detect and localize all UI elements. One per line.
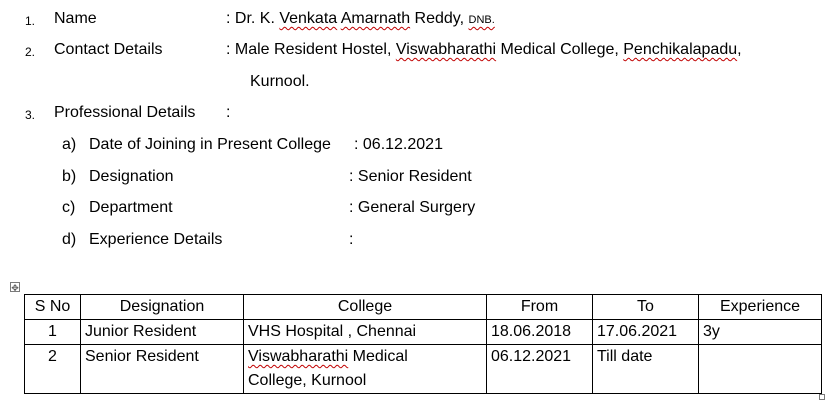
table-row bbox=[25, 320, 822, 345]
designation-label: Designation bbox=[89, 168, 174, 185]
cell-experience: 3y bbox=[699, 320, 822, 345]
name-label: Name bbox=[54, 10, 97, 27]
designation-value: : Senior Resident bbox=[349, 168, 472, 185]
item-number-2: 2. bbox=[25, 45, 36, 59]
contact-part-a: : Male Resident Hostel, bbox=[226, 41, 396, 58]
department-label: Department bbox=[89, 199, 173, 216]
sub-letter-b: b) bbox=[62, 168, 77, 185]
name-first: Venkata bbox=[279, 10, 338, 27]
sub-letter-c: c) bbox=[62, 199, 76, 216]
contact-value-line2: Kurnool. bbox=[250, 73, 310, 90]
cell-experience bbox=[699, 345, 822, 394]
header-college: College bbox=[244, 295, 487, 320]
resize-handle-icon[interactable] bbox=[819, 394, 825, 400]
name-degree: DNB. bbox=[468, 14, 495, 26]
cell-college: VHS Hospital , Chennai bbox=[244, 320, 487, 345]
sub-letter-a: a) bbox=[62, 136, 77, 153]
item-number-1: 1. bbox=[25, 14, 36, 28]
joining-value: : 06.12.2021 bbox=[354, 136, 443, 153]
header-experience: Experience bbox=[699, 295, 822, 320]
joining-label: Date of Joining in Present College bbox=[89, 136, 331, 153]
name-middle: Amarnath bbox=[340, 10, 411, 27]
name-prefix: : Dr. K. bbox=[226, 10, 280, 27]
sub-letter-d: d) bbox=[62, 231, 77, 248]
cell-sno: 1 bbox=[25, 320, 81, 345]
contact-part-c: Medical College, bbox=[496, 41, 624, 58]
contact-part-e: , bbox=[737, 41, 742, 58]
college-name-rest: Medical bbox=[348, 348, 408, 365]
cell-designation: Senior Resident bbox=[81, 345, 244, 394]
header-designation: Designation bbox=[81, 295, 244, 320]
college-name-part: Viswabharathi bbox=[248, 348, 349, 365]
header-to: To bbox=[593, 295, 699, 320]
experience-label: Experience Details bbox=[89, 231, 223, 248]
cell-from: 06.12.2021 bbox=[487, 345, 593, 394]
move-handle-icon[interactable]: ✥ bbox=[11, 283, 19, 293]
experience-table bbox=[24, 294, 822, 394]
contact-value-line1 bbox=[226, 41, 742, 59]
professional-label: Professional Details bbox=[54, 104, 196, 121]
professional-colon: : bbox=[226, 104, 231, 121]
name-value bbox=[226, 10, 495, 28]
header-from: From bbox=[487, 295, 593, 320]
cell-sno: 2 bbox=[25, 345, 81, 394]
cell-to: Till date bbox=[593, 345, 699, 394]
experience-colon: : bbox=[349, 231, 354, 248]
header-sno: S No bbox=[25, 295, 81, 320]
contact-label: Contact Details bbox=[54, 41, 163, 58]
cell-to: 17.06.2021 bbox=[593, 320, 699, 345]
item-number-3: 3. bbox=[25, 108, 36, 122]
department-value: : General Surgery bbox=[349, 199, 476, 216]
contact-part-b: Viswabharathi bbox=[395, 41, 497, 58]
name-rest: Reddy, bbox=[410, 10, 469, 27]
college-line2: College, Kurnool bbox=[248, 372, 367, 389]
cell-college bbox=[244, 345, 487, 394]
cell-designation: Junior Resident bbox=[81, 320, 244, 345]
table-header-row bbox=[25, 295, 822, 320]
cell-from: 18.06.2018 bbox=[487, 320, 593, 345]
table-row bbox=[25, 345, 822, 394]
contact-part-d: Penchikalapadu bbox=[623, 41, 738, 58]
